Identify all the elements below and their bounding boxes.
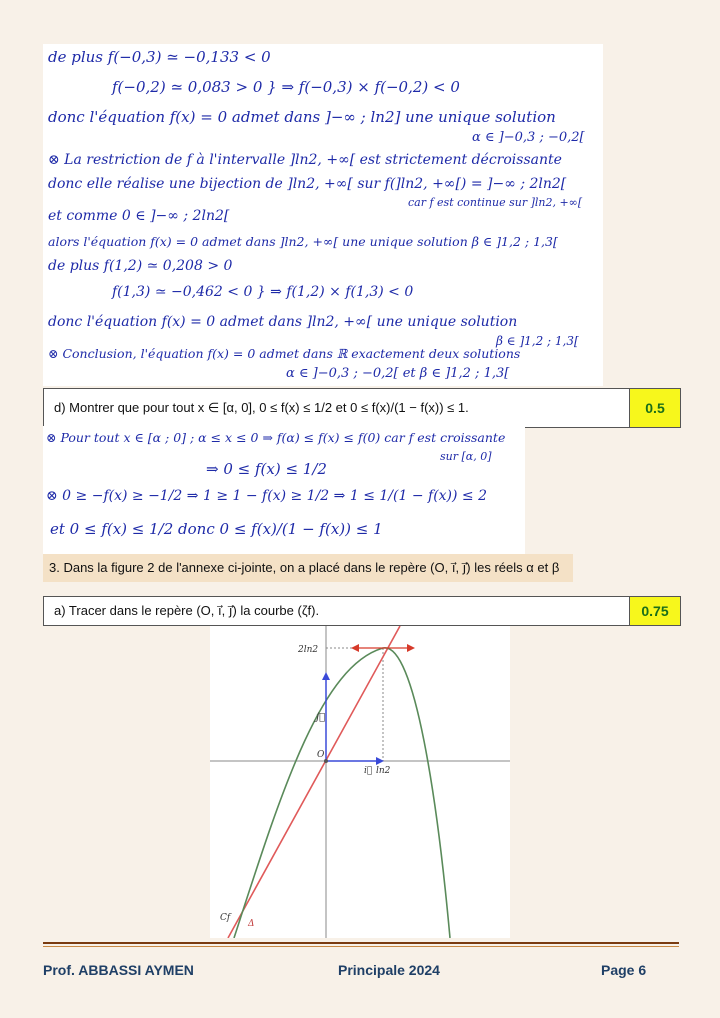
question-a-text: a) Tracer dans le repère (O, i⃗, j⃗) la courbe (ζf). <box>54 603 320 618</box>
label-j: j⃗ <box>316 712 326 723</box>
hw1-line-4: α ∈ ]−0,3 ; −0,2[ <box>472 130 585 145</box>
hw1-line-13: β ∈ ]1,2 ; 1,3[ <box>496 334 579 348</box>
label-origin: O <box>317 750 325 760</box>
section-3-label: 3. Dans la figure 2 de l'annexe ci-jointe, on a placé dans le repère (O, i⃗, j⃗) les réels α et β <box>43 554 573 582</box>
hw1-line-8: et comme 0 ∈ ]−∞ ; 2ln2[ <box>48 208 230 224</box>
label-delta: Δ <box>248 919 255 929</box>
figure-panel <box>210 626 510 938</box>
question-a-score: 0.75 <box>629 597 680 625</box>
question-d-box <box>43 388 681 428</box>
tangent-line <box>228 626 400 938</box>
label-cf: Cf <box>220 913 231 923</box>
label-ln2: ln2 <box>376 766 391 776</box>
question-d-score: 0.5 <box>629 389 680 427</box>
hw1-line-5: ⊗ La restriction de f à l'intervalle ]ln2, +∞[ est strictement décroissante <box>48 152 562 168</box>
tangent-arrow-right-head <box>407 644 415 652</box>
vector-j-head <box>322 672 330 680</box>
hw1-line-11: f(1,3) ≃ −0,462 < 0 } ⇒ f(1,2) × f(1,3) < 0 <box>112 284 414 300</box>
footer-page: Page 6 <box>601 962 647 978</box>
hw2-line-1: ⊗ Pour tout x ∈ [α ; 0] ; α ≤ x ≤ 0 ⇒ f(α) ≤ f(x) ≤ f(0) car f est croissante <box>46 430 506 445</box>
label-2ln2: 2ln2 <box>298 645 319 655</box>
origin-point <box>324 759 328 763</box>
hw1-line-12: donc l'équation f(x) = 0 admet dans ]ln2, +∞[ une unique solution <box>48 314 518 330</box>
hw1-line-14: ⊗ Conclusion, l'équation f(x) = 0 admet dans ℝ exactement deux solutions <box>48 346 521 361</box>
hw1-line-1: de plus f(−0,3) ≃ −0,133 < 0 <box>48 48 271 66</box>
hw2-line-3: ⇒ 0 ≤ f(x) ≤ 1/2 <box>206 460 327 478</box>
hw1-line-15: α ∈ ]−0,3 ; −0,2[ et β ∈ ]1,2 ; 1,3[ <box>286 366 510 381</box>
figure-graph <box>210 626 510 938</box>
question-d-text: d) Montrer que pour tout x ∈ [α, 0], 0 ≤ f(x) ≤ 1/2 et 0 ≤ f(x)/(1 − f(x)) ≤ 1. <box>54 400 469 415</box>
tangent-arrow-left-head <box>351 644 359 652</box>
hw1-line-3: donc l'équation f(x) = 0 admet dans ]−∞ ; ln2] une unique solution <box>48 108 556 126</box>
footer-rule-bottom <box>43 946 679 947</box>
hw2-line-4: ⊗ 0 ≥ −f(x) ≥ −1/2 ⇒ 1 ≥ 1 − f(x) ≥ 1/2 ⇒ 1 ≤ 1/(1 − f(x)) ≤ 2 <box>46 488 488 504</box>
hw1-line-7: car f est continue sur ]ln2, +∞[ <box>408 196 583 209</box>
hw2-line-2: sur [α, 0] <box>440 450 492 463</box>
hw1-line-6: donc elle réalise une bijection de ]ln2, +∞[ sur f(]ln2, +∞[) = ]−∞ ; 2ln2[ <box>48 176 567 192</box>
label-i: i⃗ <box>364 766 373 776</box>
vector-i-head <box>376 757 384 765</box>
hw1-line-10: de plus f(1,2) ≃ 0,208 > 0 <box>48 258 233 274</box>
question-a-box <box>43 596 681 626</box>
hw1-line-9: alors l'équation f(x) = 0 admet dans ]ln2, +∞[ une unique solution β ∈ ]1,2 ; 1,3[ <box>48 234 558 249</box>
footer-exam: Principale 2024 <box>338 962 440 978</box>
hw2-line-5: et 0 ≤ f(x) ≤ 1/2 donc 0 ≤ f(x)/(1 − f(x)) ≤ 1 <box>50 520 383 538</box>
footer-rule-top <box>43 942 679 944</box>
curve-cf <box>234 648 450 938</box>
hw1-line-2: f(−0,2) ≃ 0,083 > 0 } ⇒ f(−0,3) × f(−0,2) < 0 <box>112 78 460 96</box>
footer-author: Prof. ABBASSI AYMEN <box>43 962 194 978</box>
